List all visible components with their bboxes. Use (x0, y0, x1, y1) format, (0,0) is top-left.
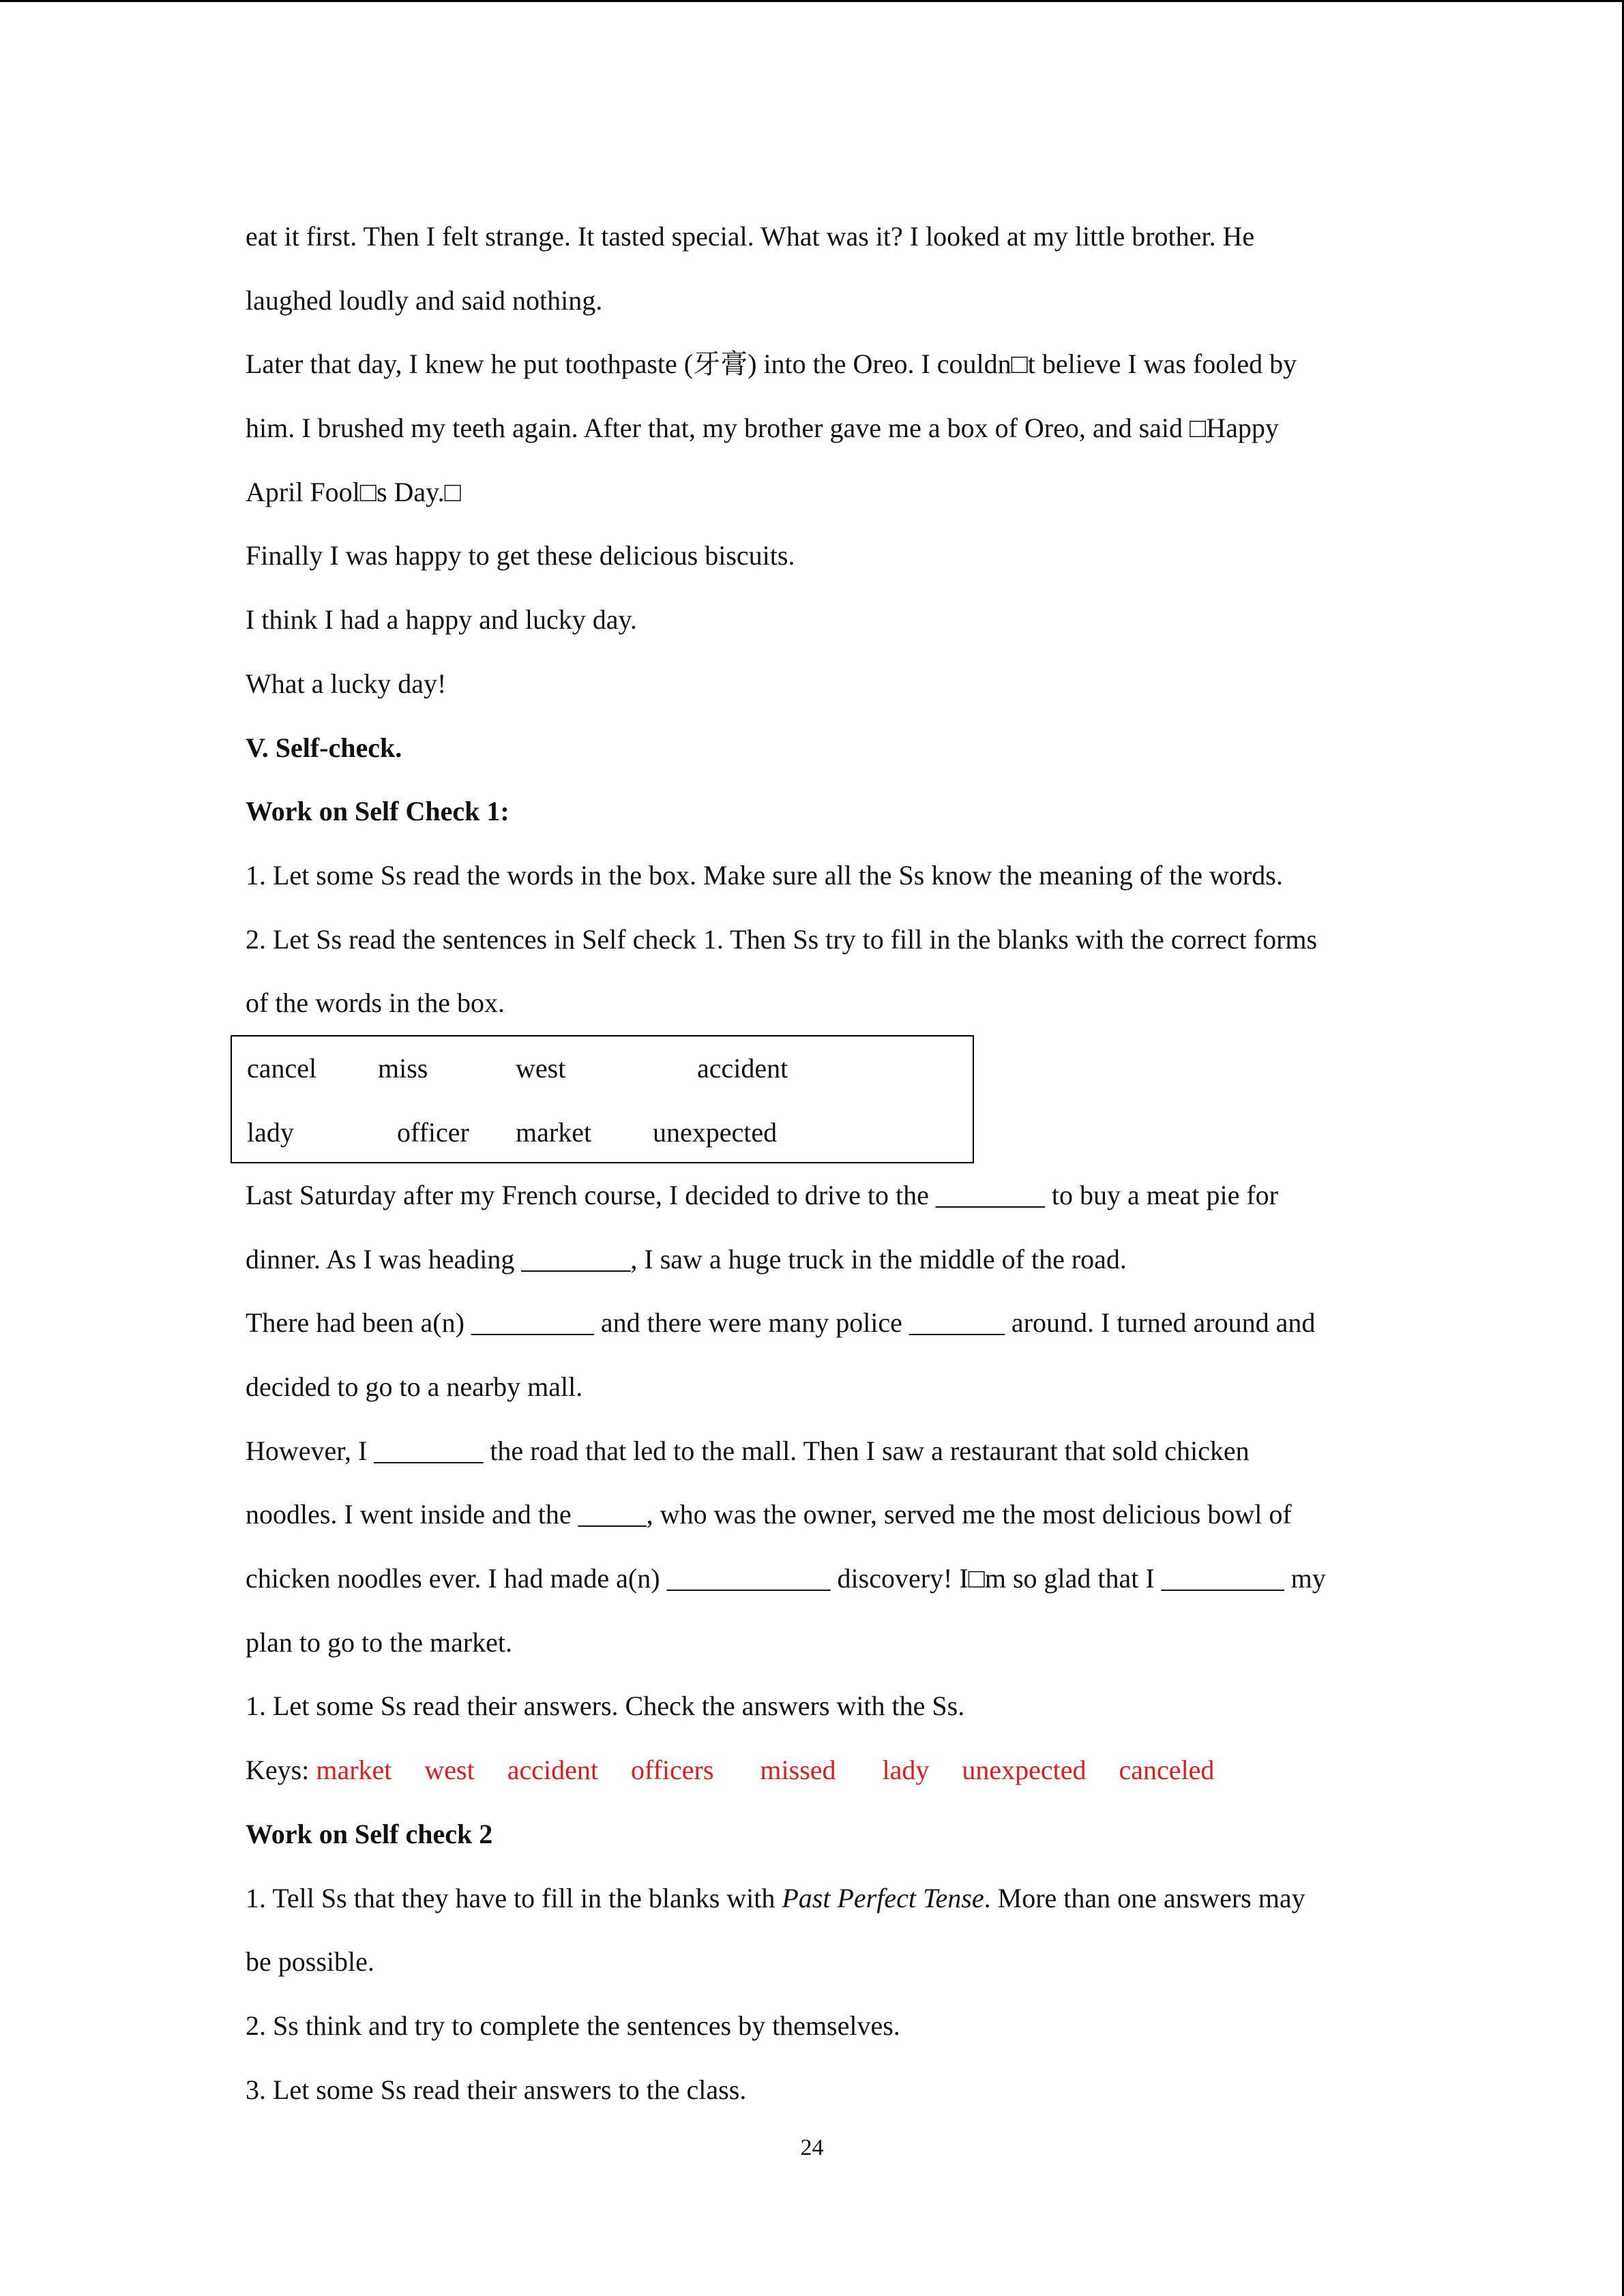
passage-line: There had been a(n) _________ and there were many police _______ around. I turned around and (246, 1307, 1316, 1339)
word-box (231, 1035, 974, 1163)
instruction-step: 1. Let some Ss read the words in the box. Make sure all the Ss know the meaning of the words. (246, 859, 1283, 891)
key-answer: accident (507, 1755, 598, 1786)
instruction-step: be possible. (246, 1946, 374, 1978)
self-check-1-heading: Work on Self Check 1: (246, 796, 510, 827)
passage-line: noodles. I went inside and the _____, who was the owner, served me the most delicious bowl of (246, 1499, 1292, 1530)
paragraph-line: eat it first. Then I felt strange. It tasted special. What was it? I looked at my little brother. He (246, 221, 1255, 252)
paragraph-line: April Fool□s Day.□ (246, 476, 461, 507)
key-answer: lady (882, 1755, 930, 1786)
paragraph-line: laughed loudly and said nothing. (246, 284, 603, 316)
word-market: market (516, 1116, 592, 1148)
step-text: 1. Tell Ss that they have to fill in the blanks with (246, 1882, 782, 1913)
key-answer: market (316, 1755, 392, 1786)
word-lady: lady (247, 1116, 294, 1148)
keys-label: Keys: (246, 1755, 310, 1786)
answer-keys (246, 1738, 1378, 1802)
paragraph-line: What a lucky day! (246, 668, 447, 699)
key-answer: missed (760, 1755, 836, 1786)
word-unexpected: unexpected (653, 1116, 778, 1148)
page-number: 24 (800, 2135, 824, 2160)
tense-term: Past Perfect Tense (782, 1882, 984, 1913)
document-body (246, 205, 1378, 2121)
word-officer: officer (397, 1116, 469, 1148)
paragraph-line: him. I brushed my teeth again. After that, my brother gave me a box of Oreo, and said □Happy (246, 413, 1279, 444)
word-miss: miss (378, 1052, 428, 1084)
paragraph-line: I think I had a happy and lucky day. (246, 604, 637, 636)
key-answer: officers (630, 1755, 714, 1786)
instruction-step: of the words in the box. (246, 987, 505, 1019)
step-text: . More than one answers may (984, 1882, 1305, 1913)
passage-line: chicken noodles ever. I had made a(n) ____________ discovery! I□m so glad that I _________ my (246, 1563, 1326, 1594)
word-accident: accident (697, 1052, 788, 1084)
passage-line: dinner. As I was heading ________, I saw a huge truck in the middle of the road. (246, 1243, 1127, 1274)
key-answer: canceled (1119, 1755, 1215, 1786)
instruction-step: 3. Let some Ss read their answers to the class. (246, 2074, 747, 2105)
instruction-step (246, 1866, 1378, 1930)
passage-line: However, I ________ the road that led to the mall. Then I saw a restaurant that sold chicken (246, 1435, 1250, 1466)
passage-line: plan to go to the market. (246, 1626, 513, 1658)
section-heading: V. Self-check. (246, 732, 402, 763)
passage-line: decided to go to a nearby mall. (246, 1371, 583, 1402)
word-cancel: cancel (247, 1052, 317, 1084)
word-west: west (516, 1052, 566, 1084)
instruction-step: 2. Let Ss read the sentences in Self check 1. Then Ss try to fill in the blanks with the correct forms (246, 923, 1318, 955)
self-check-2-heading: Work on Self check 2 (246, 1818, 493, 1849)
instruction-step: 2. Ss think and try to complete the sentences by themselves. (246, 2010, 900, 2041)
paragraph-line: Later that day, I knew he put toothpaste (牙膏) into the Oreo. I couldn□t believe I was fooled by (246, 348, 1297, 380)
check-answers-step: 1. Let some Ss read their answers. Check the answers with the Ss. (246, 1690, 965, 1722)
passage-line: Last Saturday after my French course, I decided to drive to the ________ to buy a meat pie for (246, 1179, 1278, 1210)
paragraph-line: Finally I was happy to get these delicious biscuits. (246, 540, 795, 571)
key-answer: west (424, 1755, 475, 1786)
page-top-border (0, 0, 1624, 2)
key-answer: unexpected (962, 1755, 1087, 1786)
